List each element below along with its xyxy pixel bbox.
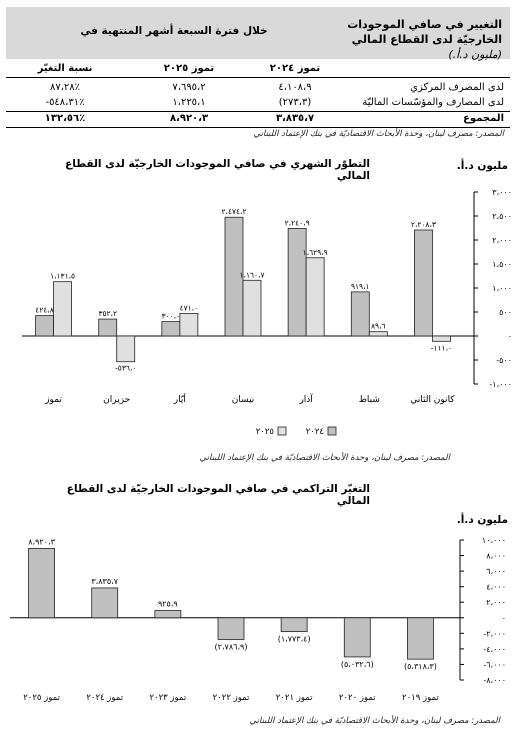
bar xyxy=(180,313,198,336)
bar xyxy=(344,618,370,657)
y-tick-label: ٠ xyxy=(501,613,506,623)
col-header-change: نسبة التغيّر xyxy=(37,63,93,74)
data-label: ٢،٢٤٠،٩ xyxy=(284,218,310,228)
x-tick-label: تموز ٢٠٢٥ xyxy=(23,693,60,703)
data-label: ٤٧١،٠ xyxy=(179,303,199,313)
bar xyxy=(54,282,72,336)
table-title-unit: (مليون د.أ.) xyxy=(448,48,502,61)
table-header xyxy=(6,7,510,59)
table-period: خلال فترة السبعة أشهر المنتهية في xyxy=(80,25,268,37)
y-tick-label: ١٠،٠٠٠ xyxy=(481,536,506,545)
y-tick-label: ٦،٠٠٠ xyxy=(486,567,506,577)
chart2-title: التغيّر التراكمي في صافي الموجودات الخارجيّة لدى القطاع المالي xyxy=(66,483,370,507)
x-tick-label: نيسان xyxy=(231,395,255,405)
y-tick-label: ٨،٠٠٠ xyxy=(486,551,506,561)
table-cell: ٨٧،٢٨٪ xyxy=(49,82,81,93)
y-tick-label: ١،٠٠٠ xyxy=(492,284,512,293)
table-cell: ٤،١٠٨،٩ xyxy=(278,82,312,93)
table-cell: -٥٤٨،٣١٪ xyxy=(45,97,85,108)
y-tick-label: -٥٠٠ xyxy=(496,356,512,365)
data-label: ٩٢٥،٩ xyxy=(157,599,178,609)
data-label: (٥،٣١٨،٣) xyxy=(403,662,437,672)
table-divider xyxy=(6,111,510,112)
table-divider xyxy=(6,127,510,128)
x-tick-label: تموز ٢٠٢٤ xyxy=(86,693,124,703)
chart1-source: المصدر: مصرف لبنان، وحدة الأبحاث الاقتصاديّة في بنك الإعتماد اللبناني xyxy=(199,453,450,463)
bar xyxy=(29,548,55,617)
bar xyxy=(218,618,244,640)
table-cell: ٧،٦٩٥،٢ xyxy=(172,82,206,93)
monthly-bar-chart xyxy=(0,178,516,446)
table-cell: ٨،٩٢٠،٣ xyxy=(169,113,209,124)
row-label: المجموع xyxy=(463,113,504,124)
data-label: ٨،٩٢٠،٣ xyxy=(28,537,55,547)
x-tick-label: آذار xyxy=(299,395,313,405)
table-cell: ١،٢٢٥،١ xyxy=(172,97,206,108)
y-tick-label: ٤،٠٠٠ xyxy=(486,582,506,592)
legend-label: ٢٠٢٤ xyxy=(305,427,324,437)
table-title-text: التغيير في صافي الموجودات الخارجيّة لدى القطاع المالي xyxy=(347,18,502,46)
table-divider xyxy=(6,77,510,78)
y-tick-label: ٠ xyxy=(507,332,512,341)
table-cell: (٢٧٣،٣) xyxy=(278,97,312,108)
bar xyxy=(407,618,433,659)
chart2-source: المصدر: مصرف لبنان، وحدة الأبحاث الاقتصاديّة في بنك الإعتماد اللبناني xyxy=(249,716,500,726)
y-tick-label: ٥٠٠ xyxy=(499,308,512,317)
table-row xyxy=(6,82,510,96)
x-tick-label: تموز ٢٠٢٣ xyxy=(149,693,187,703)
x-tick-label: تموز ٢٠٢٠ xyxy=(338,693,376,703)
bar xyxy=(117,336,135,362)
x-tick-label: تموز ٢٠١٩ xyxy=(402,693,439,703)
y-tick-label: -٤،٠٠٠ xyxy=(483,644,506,654)
data-label: ٣٠٠،٠ xyxy=(161,311,181,321)
bar xyxy=(99,319,117,336)
x-tick-label: حزيران xyxy=(103,395,131,405)
table-row xyxy=(6,97,510,111)
bar xyxy=(162,322,180,336)
y-tick-label: -٦،٠٠٠ xyxy=(483,660,506,670)
chart1-ylabel: مليون د.أ. xyxy=(456,160,508,172)
bar xyxy=(369,332,387,336)
col-header-jul-2024: تموز ٢٠٢٤ xyxy=(269,63,321,74)
bar xyxy=(155,611,181,618)
x-tick-label: تموز ٢٠٢٢ xyxy=(212,693,250,703)
chart2-ylabel: مليون د.أ. xyxy=(456,514,508,526)
data-label: (٢،٧٨٦،٩) xyxy=(214,642,248,652)
data-label: ٩١٩،١ xyxy=(351,281,370,291)
bar xyxy=(281,618,307,632)
data-label: ٤٢٤،٨ xyxy=(35,305,54,315)
data-label: -٥٣٦،٠ xyxy=(115,363,137,373)
data-label: ٣،٨٣٥،٧ xyxy=(91,576,119,586)
data-label: ١،١٦٠،٧ xyxy=(239,270,265,280)
y-tick-label: -١،٠٠٠ xyxy=(489,380,512,389)
table-row-total xyxy=(6,113,510,127)
data-label: (٥،٠٣٢،٦) xyxy=(340,659,374,669)
cumulative-bar-chart xyxy=(0,528,516,708)
data-label: ٢،٢٠٨،٣ xyxy=(410,220,436,230)
row-label: لدى المصارف والمؤسّسات الماليّة xyxy=(362,97,504,108)
y-tick-label: ٢،٠٠٠ xyxy=(492,236,512,245)
legend-swatch xyxy=(278,427,286,435)
y-tick-label: -٢،٠٠٠ xyxy=(483,629,506,639)
bar xyxy=(351,292,369,336)
x-tick-label: شباط xyxy=(358,395,380,405)
table-title xyxy=(332,17,502,62)
x-tick-label: كانون الثاني xyxy=(410,395,455,405)
data-label: -١١١،٠ xyxy=(430,343,453,353)
summary-table xyxy=(6,7,510,139)
y-tick-label: -٨،٠٠٠ xyxy=(483,676,506,685)
legend-swatch xyxy=(328,427,336,435)
y-tick-label: ٣،٠٠٠ xyxy=(492,188,512,197)
data-label: ١،٦٢٩،٩ xyxy=(302,247,328,257)
x-tick-label: أيّار xyxy=(173,395,186,405)
bar xyxy=(288,228,306,336)
table-cell: ٣،٨٣٥،٧ xyxy=(275,113,315,124)
bar xyxy=(243,280,261,336)
x-tick-label: تموز ٢٠٢١ xyxy=(275,693,313,703)
y-tick-label: ١،٥٠٠ xyxy=(492,260,512,269)
data-label: ٣٥٢،٢ xyxy=(98,309,117,319)
col-header-jul-2025: تموز ٢٠٢٥ xyxy=(163,63,215,74)
y-tick-label: ٢،٠٠٠ xyxy=(486,598,506,608)
legend-label: ٢٠٢٥ xyxy=(255,427,274,437)
data-label: (١،٧٧٣،٤) xyxy=(277,634,311,644)
data-label: ٨٩،٦ xyxy=(371,321,386,331)
table-cell: ١٣٢،٥٦٪ xyxy=(44,113,86,124)
bar xyxy=(432,336,450,341)
chart1-title: التطوّر الشهري في صافي الموجودات الخارجيّة لدى القطاع المالي xyxy=(65,158,370,182)
table-column-headers xyxy=(6,63,510,77)
row-label: لدى المصرف المركزي xyxy=(410,82,504,93)
bar xyxy=(36,316,54,336)
bar xyxy=(306,258,324,336)
bar xyxy=(92,588,118,618)
y-tick-label: ٢،٥٠٠ xyxy=(492,212,512,221)
table-source: المصدر: مصرف لبنان، وحدة الأبحاث الاقتصاديّة في بنك الإعتماد اللبناني xyxy=(253,129,504,139)
data-label: ١،١٣١،٥ xyxy=(50,271,76,281)
bar xyxy=(414,230,432,336)
x-tick-label: تموز xyxy=(45,395,62,405)
data-label: ٢،٤٧٤،٢ xyxy=(221,207,247,217)
